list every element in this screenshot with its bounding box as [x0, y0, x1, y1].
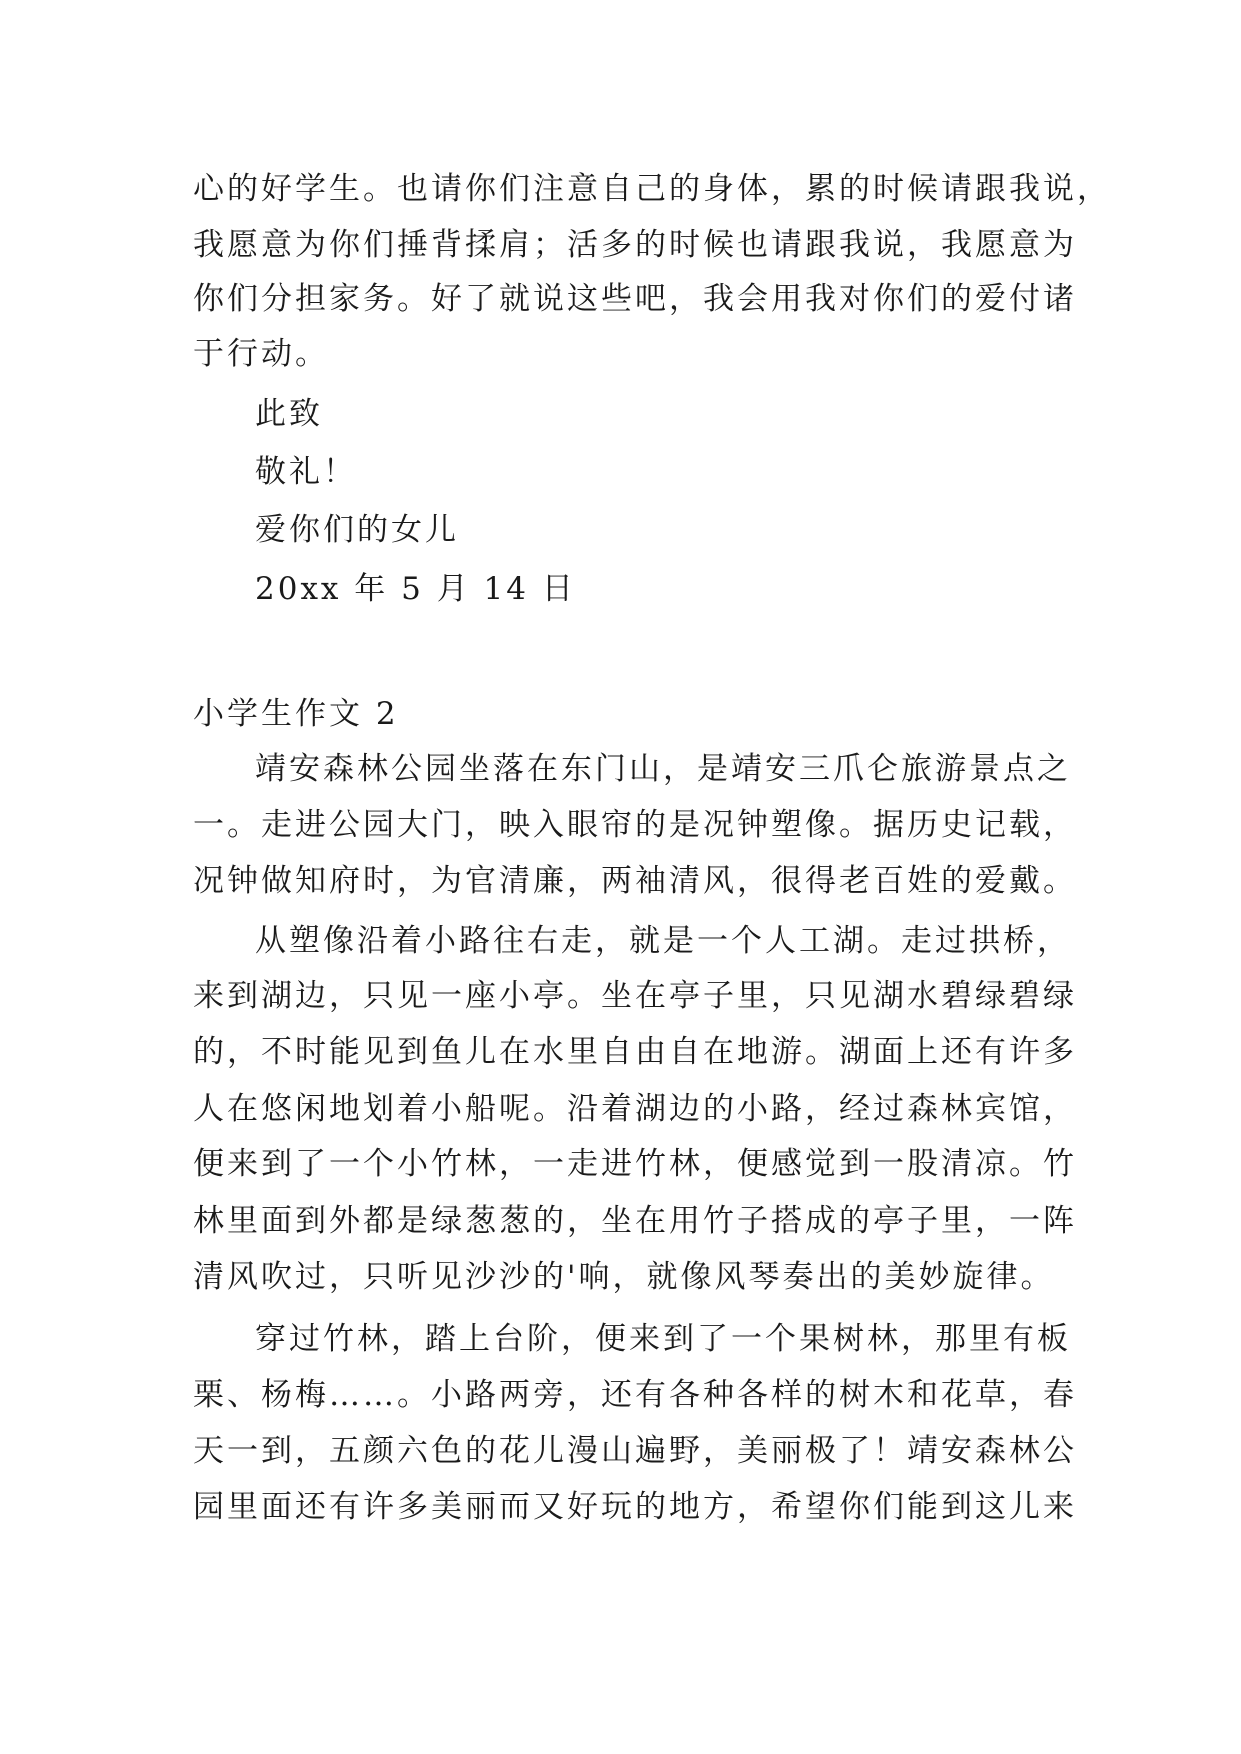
letter-date: 20xx 年 5 月 14 日 — [255, 571, 576, 607]
body-text-line: 况钟做知府时，为官清廉，两袖清风，很得老百姓的爱戴。 — [193, 863, 1077, 899]
body-text-line: 清风吹过，只听见沙沙的'响，就像风琴奏出的美妙旋律。 — [193, 1259, 1055, 1295]
letter-closing: 此致 — [255, 396, 323, 432]
body-text-line: 园里面还有许多美丽而又好玩的地方，希望你们能到这儿来 — [193, 1489, 1077, 1525]
body-text-line: 来到湖边，只见一座小亭。坐在亭子里，只见湖水碧绿碧绿 — [193, 978, 1077, 1014]
body-text-line: 心的好学生。也请你们注意自己的身体，累的时候请跟我说， — [193, 171, 1111, 207]
body-text-line: 我愿意为你们捶背揉肩；活多的时候也请跟我说，我愿意为 — [193, 227, 1077, 263]
body-text-line: 于行动。 — [193, 336, 329, 372]
body-text-line: 林里面到外都是绿葱葱的，坐在用竹子搭成的亭子里，一阵 — [193, 1203, 1077, 1239]
body-text-line: 便来到了一个小竹林，一走进竹林，便感觉到一股清凉。竹 — [193, 1146, 1077, 1182]
body-text-line: 一。走进公园大门，映入眼帘的是况钟塑像。据历史记载， — [193, 807, 1077, 843]
body-text-line: 你们分担家务。好了就说这些吧，我会用我对你们的爱付诸 — [193, 281, 1077, 317]
body-text-line: 穿过竹林，踏上台阶，便来到了一个果树林，那里有板 — [255, 1321, 1071, 1357]
body-text-line: 靖安森林公园坐落在东门山，是靖安三爪仑旅游景点之 — [255, 751, 1071, 787]
letter-signature: 爱你们的女儿 — [255, 512, 459, 548]
body-text-line: 人在悠闲地划着小船呢。沿着湖边的小路，经过森林宾馆， — [193, 1091, 1077, 1127]
body-text-line: 的，不时能见到鱼儿在水里自由自在地游。湖面上还有许多 — [193, 1034, 1077, 1070]
essay-title: 小学生作文 2 — [193, 696, 399, 732]
body-text-line: 天一到，五颜六色的花儿漫山遍野，美丽极了！靖安森林公 — [193, 1433, 1077, 1469]
body-text-line: 从塑像沿着小路往右走，就是一个人工湖。走过拱桥， — [255, 923, 1071, 959]
body-text-line: 栗、杨梅……。小路两旁，还有各种各样的树木和花草，春 — [193, 1377, 1077, 1413]
letter-salute: 敬礼！ — [255, 454, 357, 490]
